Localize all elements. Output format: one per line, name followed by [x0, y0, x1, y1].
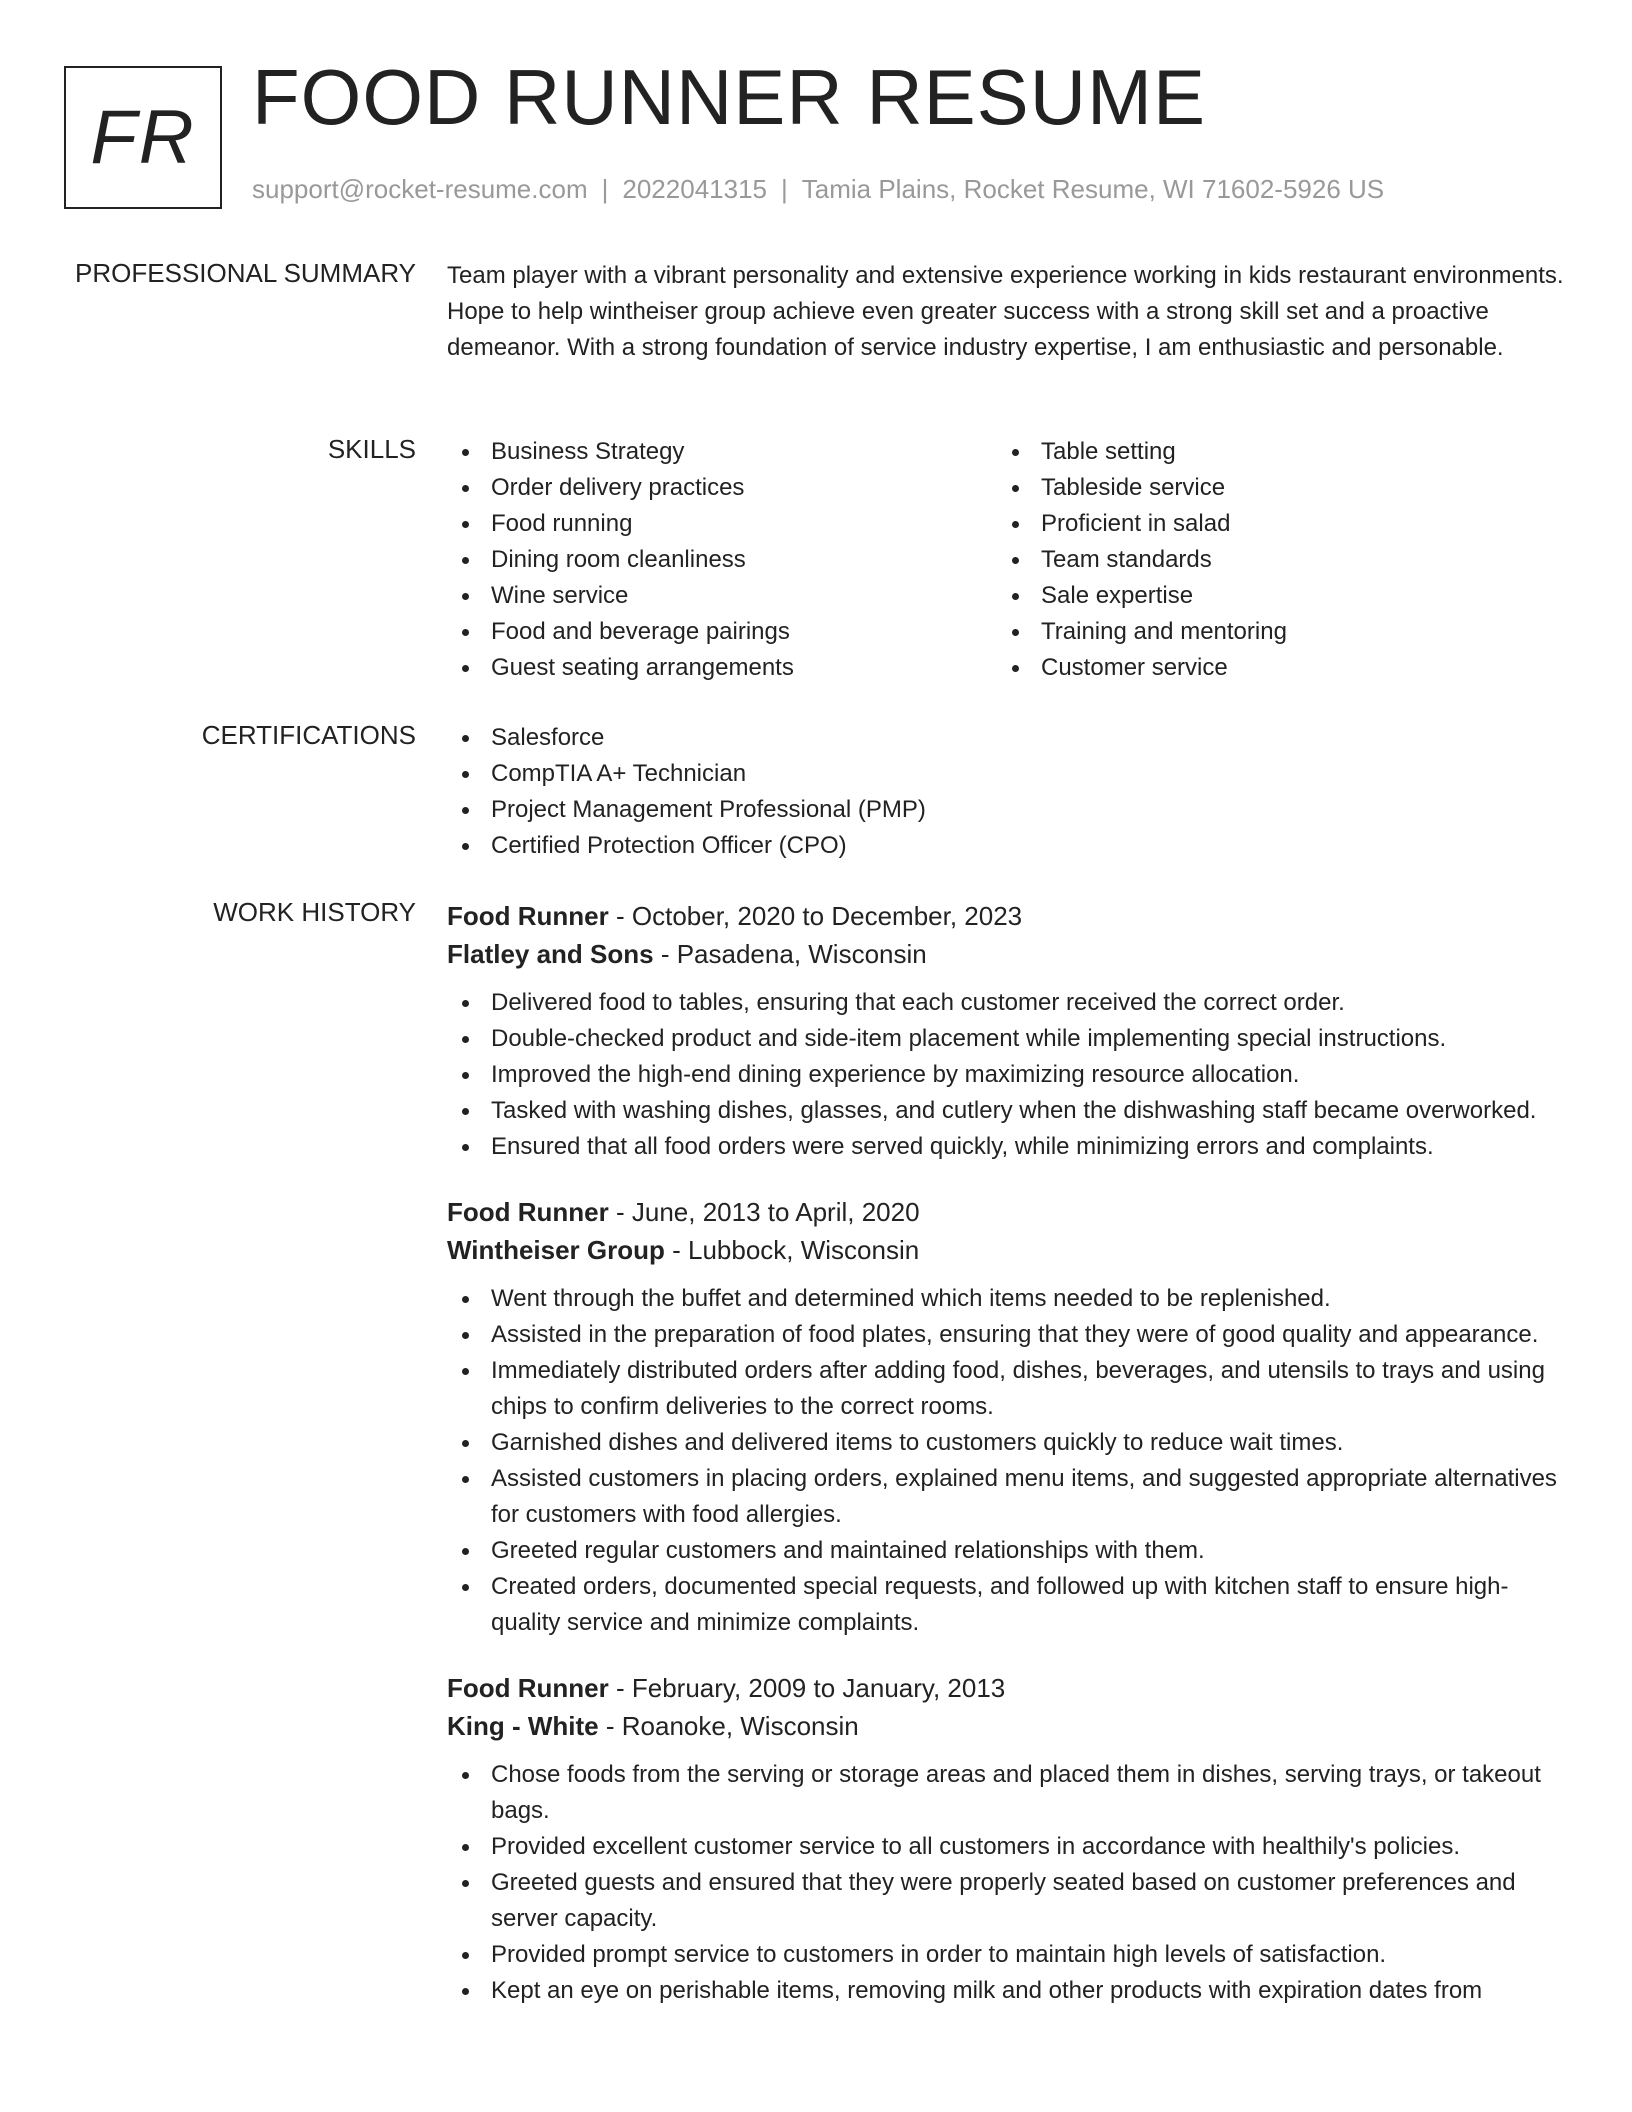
certification-item: Project Management Professional (PMP) [447, 792, 1567, 828]
job-location: - Roanoke, Wisconsin [598, 1711, 859, 1741]
certifications-label: CERTIFICATIONS [201, 720, 416, 750]
skill-item: Sale expertise [997, 578, 1547, 614]
skill-item: Guest seating arrangements [447, 650, 997, 686]
job-duty-item: Immediately distributed orders after adding food, dishes, beverages, and utensils to trays and using chips to confirm deliveries to the correct rooms. [447, 1353, 1567, 1425]
job-dates: - October, 2020 to December, 2023 [608, 901, 1023, 931]
job-entry [447, 897, 1567, 1165]
job-location: - Lubbock, Wisconsin [664, 1235, 920, 1265]
job-duty-item: Assisted customers in placing orders, explained menu items, and suggested appropriate alternatives for customers with food allergies. [447, 1461, 1567, 1533]
job-company-line [447, 1231, 1567, 1269]
job-company: Flatley and Sons [447, 939, 654, 969]
job-title: Food Runner [447, 1197, 609, 1227]
job-duty-item: Kept an eye on perishable items, removing milk and other products with expiration dates from [447, 1973, 1567, 2009]
job-company: King - White [447, 1711, 599, 1741]
skill-item: Training and mentoring [997, 614, 1547, 650]
skill-item: Order delivery practices [447, 470, 997, 506]
skill-item: Table setting [997, 434, 1547, 470]
monogram-box [64, 66, 222, 209]
contact-phone: 2022041315 [622, 174, 767, 204]
job-duty-item: Ensured that all food orders were served quickly, while minimizing errors and complaints. [447, 1129, 1567, 1165]
certification-item: Certified Protection Officer (CPO) [447, 828, 1567, 864]
skill-item: Team standards [997, 542, 1547, 578]
skills-label: SKILLS [327, 434, 416, 464]
certification-item: Salesforce [447, 720, 1567, 756]
skill-item: Proficient in salad [997, 506, 1547, 542]
job-duties-list [447, 1281, 1567, 1641]
job-duty-item: Tasked with washing dishes, glasses, and cutlery when the dishwashing staff became overworked. [447, 1093, 1567, 1129]
job-duty-item: Provided excellent customer service to all customers in accordance with healthily's policies. [447, 1829, 1567, 1865]
job-duty-item: Greeted guests and ensured that they were properly seated based on customer preferences and server capacity. [447, 1865, 1567, 1937]
skills-body [447, 434, 1567, 686]
job-duty-item: Chose foods from the serving or storage areas and placed them in dishes, serving trays, or takeout bags. [447, 1757, 1567, 1829]
skill-item: Food running [447, 506, 997, 542]
job-title-line [447, 1193, 1567, 1231]
job-company-line [447, 1707, 1567, 1745]
contact-email: support@rocket-resume.com [252, 174, 588, 204]
skills-list-left [447, 434, 997, 686]
job-dates: - June, 2013 to April, 2020 [608, 1197, 920, 1227]
job-duty-item: Greeted regular customers and maintained relationships with them. [447, 1533, 1567, 1569]
job-duty-item: Improved the high-end dining experience by maximizing resource allocation. [447, 1057, 1567, 1093]
job-duties-list [447, 985, 1567, 1165]
job-duties-list [447, 1757, 1567, 2009]
job-entry [447, 1193, 1567, 1641]
work-history-label: WORK HISTORY [213, 897, 416, 927]
skill-item: Customer service [997, 650, 1547, 686]
certification-item: CompTIA A+ Technician [447, 756, 1567, 792]
skill-item: Food and beverage pairings [447, 614, 997, 650]
job-title: Food Runner [447, 1673, 609, 1703]
job-duty-item: Went through the buffet and determined which items needed to be replenished. [447, 1281, 1567, 1317]
job-title-line [447, 897, 1567, 935]
monogram-initials: FR [90, 95, 196, 180]
contact-address: Tamia Plains, Rocket Resume, WI 71602-5926 US [801, 174, 1385, 204]
job-company: Wintheiser Group [447, 1235, 665, 1265]
skills-grid [447, 434, 1567, 686]
job-duty-item: Garnished dishes and delivered items to customers quickly to reduce wait times. [447, 1425, 1567, 1461]
resume-title: FOOD RUNNER RESUME [252, 53, 1207, 141]
job-duty-item: Assisted in the preparation of food plates, ensuring that they were of good quality and appearance. [447, 1317, 1567, 1353]
job-title-line [447, 1669, 1567, 1707]
skill-item: Business Strategy [447, 434, 997, 470]
job-location: - Pasadena, Wisconsin [653, 939, 927, 969]
certifications-body [447, 720, 1567, 864]
skill-item: Dining room cleanliness [447, 542, 997, 578]
job-duty-item: Delivered food to tables, ensuring that each customer received the correct order. [447, 985, 1567, 1021]
summary-text: Team player with a vibrant personality and extensive experience working in kids restaurant environments. Hope to help wintheiser group achieve even greater success with a strong skill set and a proactive demeanor. With a strong foundation of service industry expertise, I am enthusiastic and personable. [447, 262, 1564, 361]
job-dates: - February, 2009 to January, 2013 [608, 1673, 1006, 1703]
skill-item: Tableside service [997, 470, 1547, 506]
skills-list-right [997, 434, 1547, 686]
job-company-line [447, 935, 1567, 973]
job-duty-item: Provided prompt service to customers in order to maintain high levels of satisfaction. [447, 1937, 1567, 1973]
work-history-body [447, 897, 1567, 2037]
contact-separator: | [781, 174, 788, 204]
job-duty-item: Created orders, documented special requests, and followed up with kitchen staff to ensure high-quality service and minimize complaints. [447, 1569, 1567, 1641]
summary-label: PROFESSIONAL SUMMARY [75, 258, 416, 288]
job-entry [447, 1669, 1567, 2009]
job-title: Food Runner [447, 901, 609, 931]
contact-separator: | [601, 174, 609, 204]
certifications-list [447, 720, 1567, 864]
contact-line [252, 174, 1384, 205]
skill-item: Wine service [447, 578, 997, 614]
job-duty-item: Double-checked product and side-item placement while implementing special instructions. [447, 1021, 1567, 1057]
